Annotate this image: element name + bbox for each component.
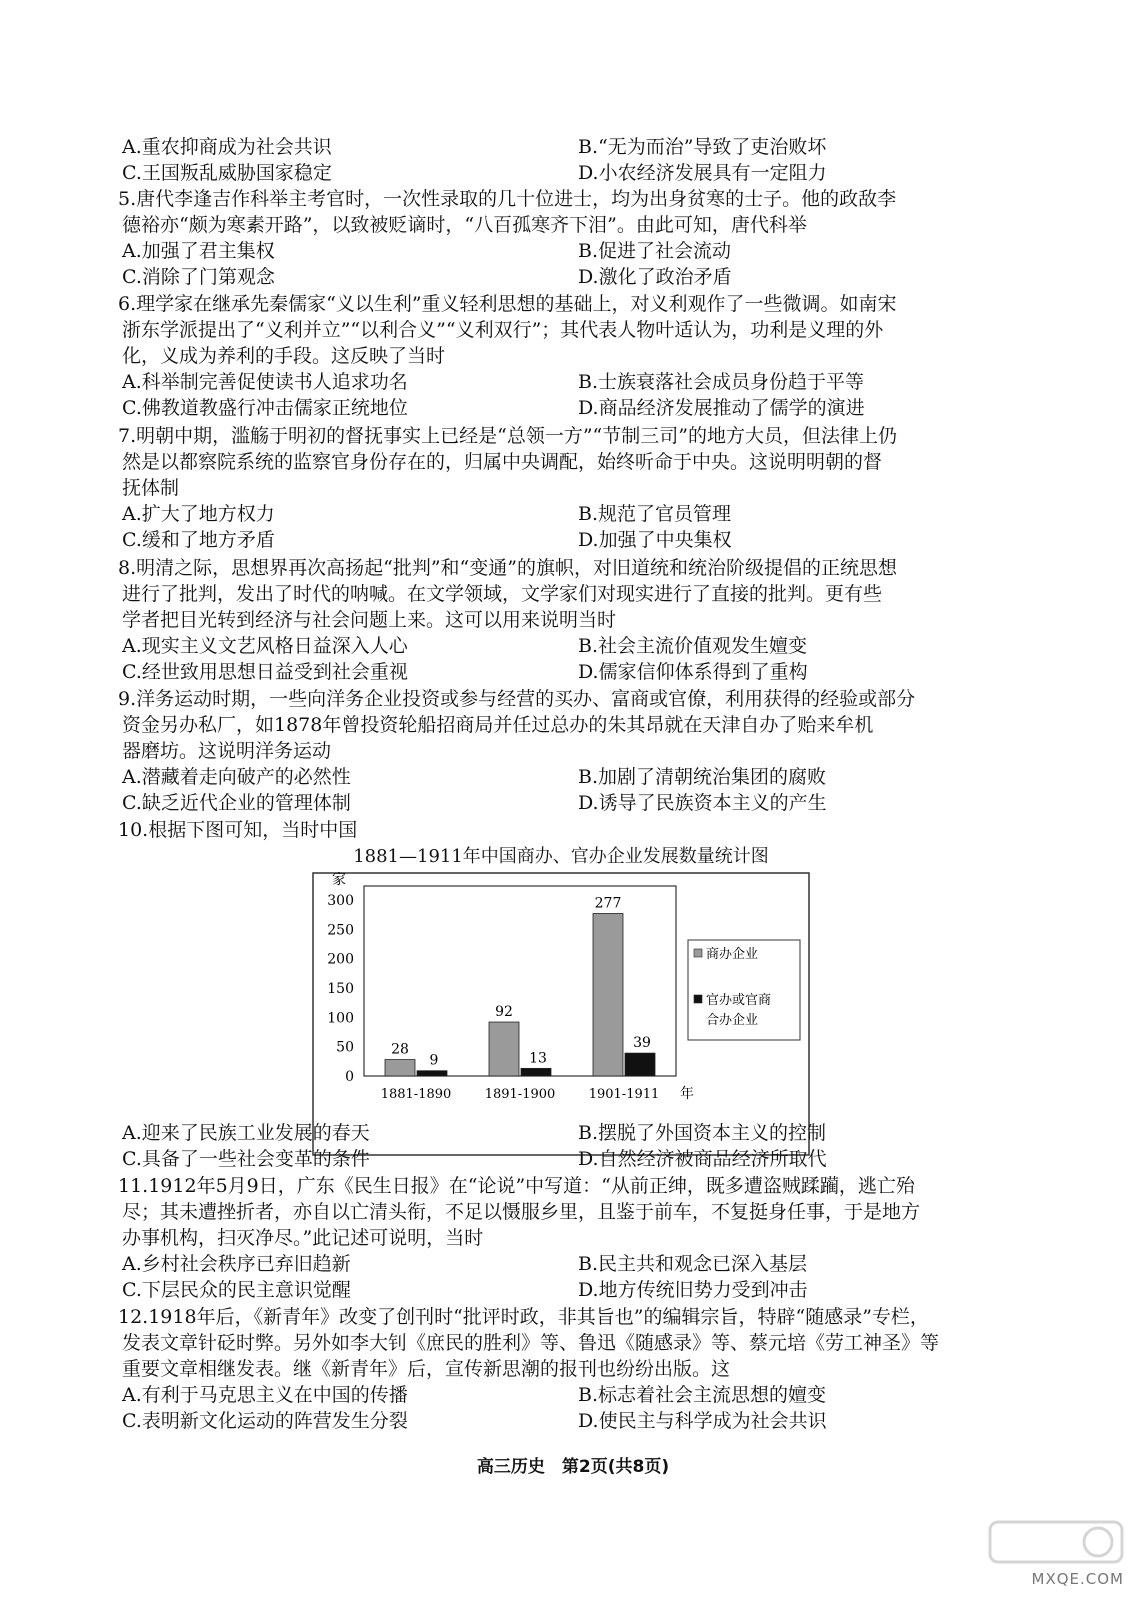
q9-option-d[interactable]: D.诱导了民族资本主义的产生 [578, 792, 827, 814]
q12-option-b[interactable]: B.标志着社会主流思想的嬗变 [578, 1384, 827, 1406]
y-tick-label: 300 [327, 893, 354, 909]
q5-option-b[interactable]: B.促进了社会流动 [578, 240, 732, 262]
q10-stem-line: 10.根据下图可知，当时中国 [118, 819, 358, 841]
q9-stem-line: 资金另办私厂，如1878年曾投资轮船招商局并任过总办的朱其昂就在天津自办了贻来牟机 [122, 714, 874, 736]
watermark-text: MXQE.COM [1031, 1570, 1124, 1588]
legend-label: 合办企业 [706, 1013, 759, 1028]
q11-stem-line: 办事机构，扫灭净尽。”此记述可说明，当时 [122, 1227, 484, 1249]
y-tick-label: 250 [327, 922, 354, 939]
question-8 [118, 555, 998, 685]
question-10 [118, 817, 998, 843]
question-5 [118, 186, 998, 290]
y-axis-label: 家 [332, 872, 346, 888]
y-tick-label: 200 [327, 951, 354, 968]
q6-option-a[interactable]: A.科举制完善促使读书人追求功名 [122, 371, 408, 393]
data-label: 13 [529, 1050, 547, 1067]
legend-label: 商办企业 [706, 947, 759, 962]
q8-stem-line: 8.明清之际，思想界再次高扬起“批判”和“变通”的旗帜，对旧道统和统治阶级提倡的正统思想 [118, 557, 897, 579]
q6-stem-line: 浙东学派提出了“义利并立”“以利合义”“义利双行”；其代表人物叶适认为，功利是义理的外 [122, 319, 884, 341]
data-label: 39 [633, 1035, 651, 1052]
q11-option-c[interactable]: C.下层民众的民主意识觉醒 [122, 1279, 351, 1301]
q11-option-b[interactable]: B.民主共和观念已深入基层 [578, 1253, 808, 1275]
q10-option-d[interactable]: D.自然经济被商品经济所取代 [578, 1148, 827, 1170]
bar [521, 1068, 551, 1076]
q10-options [118, 1120, 998, 1172]
q9-option-c[interactable]: C.缺乏近代企业的管理体制 [122, 792, 351, 814]
q7-stem-line: 然是以都察院系统的监察官身份存在的，归属中央调配，始终听命于中央。这说明明朝的督 [122, 451, 883, 473]
data-label: 92 [495, 1004, 513, 1021]
q4-options [118, 134, 998, 186]
bar [385, 1060, 415, 1076]
q4-option-c[interactable]: C.王国叛乱威胁国家稳定 [122, 162, 332, 184]
question-7 [118, 423, 998, 553]
bar [625, 1053, 655, 1076]
q5-option-d[interactable]: D.激化了政治矛盾 [578, 266, 732, 288]
bar [489, 1022, 519, 1076]
q6-option-b[interactable]: B.士族衰落社会成员身份趋于平等 [578, 371, 865, 393]
y-tick-label: 0 [345, 1069, 354, 1085]
q9-stem-line: 器磨坊。这说明洋务运动 [122, 740, 332, 762]
q5-option-a[interactable]: A.加强了君主集权 [122, 240, 275, 262]
q12-option-a[interactable]: A.有利于马克思主义在中国的传播 [122, 1384, 408, 1406]
page-footer: 高三历史 第2页(共8页) [476, 1457, 670, 1477]
q11-stem-line: 尽；其未遭挫折者，亦自以亡清头衔，不足以慑服乡里，且鉴于前车，不复挺身任事，于是地方 [122, 1201, 921, 1223]
q8-option-b[interactable]: B.社会主流价值观发生嬗变 [578, 635, 808, 657]
question-9 [118, 686, 998, 816]
q11-option-a[interactable]: A.乡村社会秩序已弃旧趋新 [122, 1253, 351, 1275]
q6-option-c[interactable]: C.佛教道教盛行冲击儒家正统地位 [122, 397, 408, 419]
data-label: 28 [391, 1041, 409, 1058]
q7-option-c[interactable]: C.缓和了地方矛盾 [122, 529, 275, 551]
q4-option-a[interactable]: A.重农抑商成为社会共识 [122, 136, 332, 158]
q9-stem-line: 9.洋务运动时期，一些向洋务企业投资或参与经营的买办、富商或官僚，利用获得的经验或部分 [118, 688, 916, 710]
q7-option-d[interactable]: D.加强了中央集权 [578, 529, 732, 551]
chart-title: 1881—1911年中国商办、官办企业发展数量统计图 [353, 846, 769, 867]
q12-stem-line: 重要文章相继发表。继《新青年》后，宣传新思潮的报刊也纷纷出版。这 [122, 1358, 731, 1380]
q7-option-a[interactable]: A.扩大了地方权力 [122, 503, 275, 525]
q12-option-c[interactable]: C.表明新文化运动的阵营发生分裂 [122, 1410, 408, 1432]
legend-label: 官办或官商 [706, 993, 772, 1008]
x-tick-label: 1891-1900 [484, 1087, 556, 1102]
q11-option-d[interactable]: D.地方传统旧势力受到冲击 [578, 1279, 808, 1301]
y-tick-label: 50 [336, 1039, 354, 1056]
question-6 [118, 291, 998, 421]
legend-swatch [694, 995, 702, 1003]
q7-option-b[interactable]: B.规范了官员管理 [578, 503, 732, 525]
q4-option-b[interactable]: B.“无为而治”导致了吏治败坏 [578, 136, 827, 158]
q5-stem-line: 5.唐代李逢吉作科举主考官时，一次性录取的几十位进士，均为出身贫寒的士子。他的政敌李 [118, 188, 897, 210]
q5-option-c[interactable]: C.消除了门第观念 [122, 266, 275, 288]
data-label: 9 [429, 1052, 439, 1069]
legend-swatch [694, 949, 702, 957]
y-tick-label: 150 [327, 981, 354, 997]
x-tick-label: 1881-1890 [380, 1087, 452, 1102]
q7-stem-line: 抚体制 [122, 477, 180, 499]
plot-area [364, 886, 676, 1076]
question-12 [118, 1304, 998, 1434]
q8-option-c[interactable]: C.经世致用思想日益受到社会重视 [122, 661, 408, 683]
bar [593, 913, 623, 1076]
bar [417, 1071, 447, 1076]
q8-option-a[interactable]: A.现实主义文艺风格日益深入人心 [122, 635, 408, 657]
q10-option-b[interactable]: B.摆脱了外国资本主义的控制 [578, 1122, 827, 1144]
q8-stem-line: 学者把目光转到经济与社会问题上来。这可以用来说明当时 [122, 609, 617, 631]
q12-stem-line: 发表文章针砭时弊。另外如李大钊《庶民的胜利》等、鲁迅《随感录》等、蔡元培《劳工神圣》等 [122, 1332, 940, 1354]
q10-option-a[interactable]: A.迎来了民族工业发展的春天 [122, 1122, 370, 1144]
question-11 [118, 1173, 998, 1303]
data-label: 277 [594, 895, 622, 912]
q12-stem-line: 12.1918年后，《新青年》改变了创刊时“批评时政，非其旨也”的编辑宗旨，特辟“随感录”专栏， [118, 1306, 929, 1328]
y-tick-label: 100 [327, 1010, 354, 1027]
q6-stem-line: 6.理学家在继承先秦儒家“义以生利”重义轻利思想的基础上，对义利观作了一些微调。如南宋 [118, 293, 897, 315]
q4-option-d[interactable]: D.小农经济发展具有一定阻力 [578, 162, 827, 184]
x-axis-label: 年 [680, 1086, 694, 1102]
q6-stem-line: 化，义成为养利的手段。这反映了当时 [122, 345, 446, 367]
q11-stem-line: 11.1912年5月9日，广东《民生日报》在“论说”中写道：“从前正绅，既多遭盗贼蹂躏，逃亡殆 [118, 1175, 915, 1197]
q6-option-d[interactable]: D.商品经济发展推动了儒学的演进 [578, 397, 865, 419]
x-tick-label: 1901-1911 [588, 1087, 660, 1102]
q8-option-d[interactable]: D.儒家信仰体系得到了重构 [578, 661, 808, 683]
q9-option-a[interactable]: A.潜藏着走向破产的必然性 [122, 766, 351, 788]
q9-option-b[interactable]: B.加剧了清朝统治集团的腐败 [578, 766, 827, 788]
q12-option-d[interactable]: D.使民主与科学成为社会共识 [578, 1410, 827, 1432]
q7-stem-line: 7.明朝中期，滥觞于明初的督抚事实上已经是“总领一方”“节制三司”的地方大员，但法律上仍 [118, 425, 897, 447]
q5-stem-line: 德裕亦“颇为寒素开路”，以致被贬谪时，“八百孤寒齐下泪”。由此可知，唐代科举 [122, 214, 807, 236]
bar-chart [312, 872, 810, 1156]
q10-option-c[interactable]: C.具备了一些社会变革的条件 [122, 1148, 370, 1170]
q8-stem-line: 进行了批判，发出了时代的呐喊。在文学领域，文学家们对现实进行了直接的批判。更有些 [122, 583, 883, 605]
